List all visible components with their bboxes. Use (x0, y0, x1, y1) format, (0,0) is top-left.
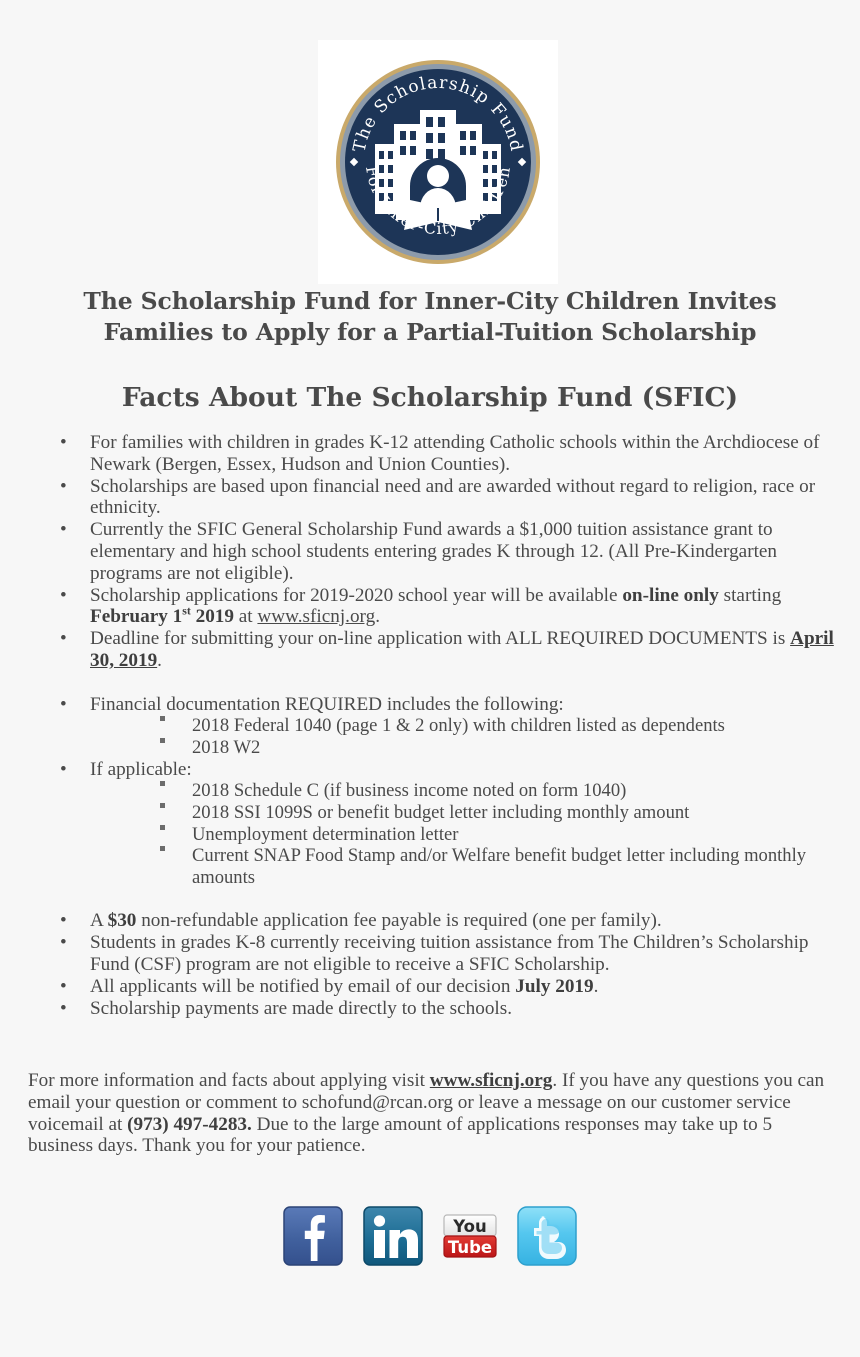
required-doc-1: 2018 Federal 1040 (page 1 & 2 only) with children listed as dependents (192, 715, 725, 737)
optional-doc-4: Current SNAP Food Stamp and/or Welfare benefit budget letter including monthly amounts (192, 845, 807, 888)
sub-list-item (90, 845, 835, 888)
square-bullet-glyph (160, 716, 165, 721)
facts-list (0, 432, 860, 1020)
bullet-glyph: • (60, 910, 67, 932)
section-subtitle: Facts About The Scholarship Fund (SFIC) (121, 382, 739, 413)
fact-text-5-end: . (157, 649, 162, 671)
fact-text-8-end: non-refundable application fee payable is required (one per family). (136, 910, 662, 932)
list-item (0, 932, 860, 975)
list-item (0, 759, 860, 889)
bullet-glyph: • (60, 976, 67, 998)
list-item (0, 976, 860, 998)
start-date-day: February 1 (90, 606, 183, 628)
phone-number: (973) 497-4283. (127, 1113, 252, 1135)
fact-text-1: For families with children in grades K-12 attending Catholic schools within the Archdiocese of Newark (Bergen, Essex, Hudson and Union Counties). (90, 432, 820, 475)
list-item (0, 998, 860, 1020)
fact-text-4-mid: starting (718, 584, 782, 606)
deadline-date: April 30, 2019 (90, 628, 834, 671)
seal-top-arc-text: The Scholarship Fund (349, 72, 527, 154)
headline-line-2: Families to Apply for a Partial-Tuition Scholarship (103, 318, 757, 346)
bullet-glyph: • (60, 932, 67, 954)
sficnj-link-inline[interactable]: www.sficnj.org (257, 606, 376, 628)
optional-doc-2: 2018 SSI 1099S or benefit budget letter including monthly amount (192, 802, 690, 823)
optional-doc-1: 2018 Schedule C (if business income noted on form 1040) (192, 780, 627, 802)
fact-text-10-end: . (593, 976, 599, 998)
fact-text-11: Scholarship payments are made directly to the schools. (90, 998, 513, 1020)
page-title (40, 286, 820, 348)
sub-list-item (90, 737, 835, 759)
bullet-glyph: • (60, 693, 67, 715)
notification-date: July 2019 (515, 976, 594, 998)
seal-bottom-arc-text: For Inner-City Children (361, 164, 515, 239)
fact-text-10-pre: All applicants will be notified by email of our decision (90, 976, 516, 998)
fact-text-6: Financial documentation REQUIRED includes the following: (90, 693, 564, 715)
application-fee-amount: $30 (107, 910, 137, 932)
square-bullet-glyph (160, 803, 165, 808)
list-item (0, 476, 860, 519)
fact-text-2: Scholarships are based upon financial need and are awarded without regard to religion, race or ethnicity. (90, 475, 816, 519)
headline-line-1: The Scholarship Fund for Inner-City Children Invites (83, 287, 777, 315)
contact-paragraph (28, 1070, 828, 1157)
bullet-glyph: • (60, 998, 67, 1020)
logo-container (318, 40, 558, 284)
square-bullet-glyph (160, 738, 165, 743)
fact-text-9: Students in grades K-8 currently receiving tuition assistance from The Children’s Scholarship Fund (CSF) program are not eligible to receive a SFIC Scholarship. (90, 932, 809, 976)
fact-text-4-mid2: at (233, 606, 258, 628)
required-doc-2: 2018 W2 (192, 736, 261, 758)
square-bullet-glyph (160, 781, 165, 786)
youtube-icon[interactable] (442, 1211, 498, 1266)
social-links (0, 1205, 860, 1272)
list-item (0, 910, 860, 932)
sub-list-item (90, 802, 835, 824)
fact-text-3: Currently the SFIC General Scholarship Fund awards a $1,000 tuition assistance grant to elementary and high school students entering grades K through 12. (All Pre-Kindergarten programs are not eligible). (90, 519, 778, 584)
optional-doc-3: Unemployment determination letter (192, 823, 459, 845)
footer-text-mid: . If you have any questions you can email your question or comment to schofund@rcan.org or leave a message on our customer service voicemail at (28, 1070, 825, 1135)
youtube-label-top: You (453, 1217, 487, 1236)
fact-text-4-end: . (375, 606, 380, 628)
footer-text-pre: For more information and facts about applying visit (28, 1070, 430, 1091)
bullet-glyph: • (60, 628, 67, 650)
sub-list-item (90, 780, 835, 802)
sub-list-item (90, 715, 835, 737)
bullet-glyph: • (60, 475, 67, 497)
linkedin-icon[interactable] (362, 1205, 424, 1272)
footer-text-end: Due to the large amount of applications responses may take up to 5 business days. Thank you for your patience. (28, 1113, 773, 1157)
fact-text-5-pre: Deadline for submitting your on-line application with ALL REQUIRED DOCUMENTS is (90, 628, 791, 650)
youtube-label-bottom: Tube (447, 1238, 493, 1257)
square-bullet-glyph (160, 825, 165, 830)
list-item (0, 585, 860, 628)
facebook-icon[interactable] (282, 1205, 344, 1272)
start-date-year: 2019 (190, 606, 234, 628)
sub-list-item (90, 824, 835, 846)
list-item (0, 432, 860, 475)
scholarship-fund-seal-icon (334, 58, 542, 266)
square-bullet-glyph (160, 846, 165, 851)
twitter-icon[interactable] (516, 1205, 578, 1272)
bullet-glyph: • (60, 432, 67, 453)
fact-text-4-pre: Scholarship applications for 2019-2020 school year will be available (90, 584, 623, 606)
bullet-glyph: • (60, 519, 67, 541)
sficnj-link-footer[interactable]: www.sficnj.org (429, 1070, 553, 1091)
sub-list-required-docs (90, 715, 835, 758)
fact-emph-online-only: on-line only (622, 584, 719, 606)
list-item (0, 628, 860, 671)
bullet-glyph: • (60, 584, 67, 606)
list-item (0, 694, 860, 759)
fact-emph-start-date (90, 603, 234, 628)
list-item (0, 519, 860, 584)
fact-text-8-pre: A (90, 910, 108, 932)
fact-text-7: If applicable: (90, 758, 192, 780)
sub-list-if-applicable (90, 780, 835, 888)
bullet-glyph: • (60, 758, 67, 780)
ordinal-suffix: st (182, 603, 191, 618)
